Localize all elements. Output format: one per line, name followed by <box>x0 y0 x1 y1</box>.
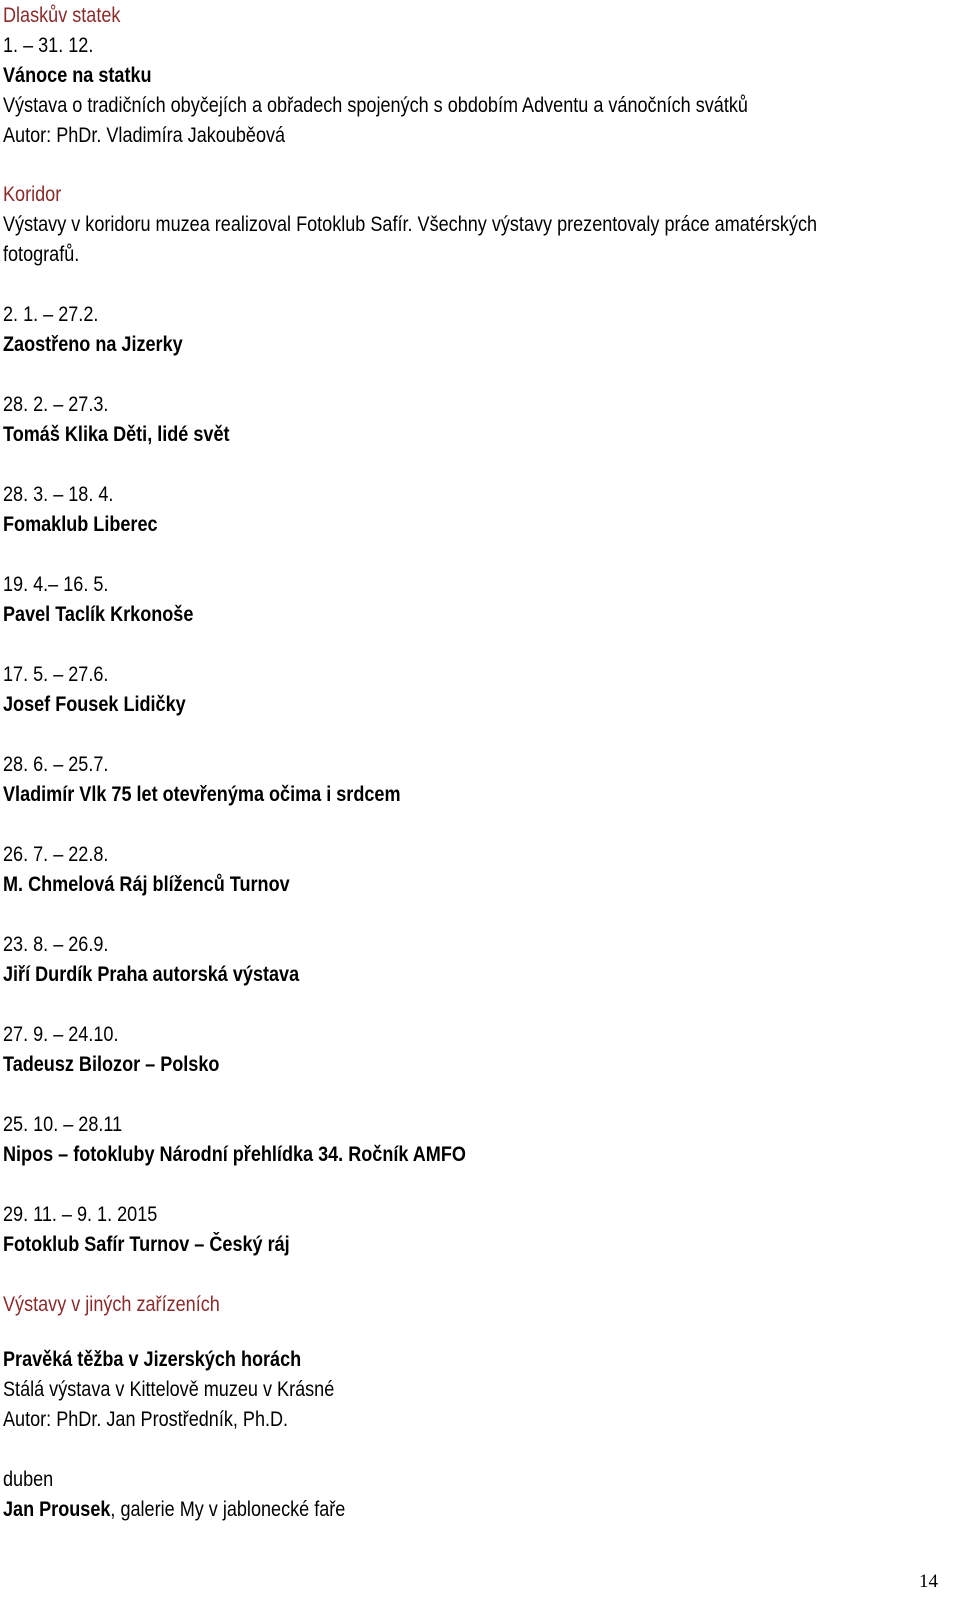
section-heading-other: Výstavy v jiných zařízeních <box>3 1293 220 1316</box>
exhibition-date: 17. 5. – 27.6. <box>3 663 109 686</box>
exhibition-title: Fomaklub Liberec <box>3 513 158 536</box>
exhibition-title: Josef Fousek Lidičky <box>3 693 186 716</box>
exhibition-date: 29. 11. – 9. 1. 2015 <box>3 1203 158 1226</box>
exhibition-date: 27. 9. – 24.10. <box>3 1023 119 1046</box>
exhibition-title: Zaostřeno na Jizerky <box>3 333 183 356</box>
exhibition-title: Jiří Durdík Praha autorská výstava <box>3 963 300 986</box>
page-number: 14 <box>919 1571 938 1592</box>
exhibition-title: Fotoklub Safír Turnov – Český ráj <box>3 1233 290 1256</box>
exhibition-title: Pavel Taclík Krkonoše <box>3 603 194 626</box>
exhibition-date: 25. 10. – 28.11 <box>3 1113 123 1136</box>
person-name: Jan Prousek <box>3 1498 111 1521</box>
section-heading-dlask: Dlaskův statek <box>3 4 121 27</box>
exhibition-title: Nipos – fotokluby Národní přehlídka 34. Ročník AMFO <box>3 1143 466 1166</box>
section-description-cont: fotografů. <box>3 243 80 266</box>
section-heading-koridor: Koridor <box>3 183 62 206</box>
section-description: Výstavy v koridoru muzea realizoval Fotoklub Safír. Všechny výstavy prezentovaly práce amatérských <box>3 213 818 236</box>
exhibition-date: 19. 4.– 16. 5. <box>3 573 109 596</box>
exhibition-date: 2. 1. – 27.2. <box>3 303 99 326</box>
event-description: Výstava o tradičních obyčejích a obřadech spojených s obdobím Adventu a vánočních svátků <box>3 94 748 117</box>
other-exhibition-description: Stálá výstava v Kittelově muzeu v Krásné <box>3 1378 335 1401</box>
exhibition-date: 28. 2. – 27.3. <box>3 393 109 416</box>
exhibition-title: Vladimír Vlk 75 let otevřenýma očima i srdcem <box>3 783 401 806</box>
exhibition-date: 23. 8. – 26.9. <box>3 933 109 956</box>
event-line <box>3 1495 345 1525</box>
exhibition-date: 26. 7. – 22.8. <box>3 843 109 866</box>
exhibition-title: Tomáš Klika Děti, lidé svět <box>3 423 230 446</box>
event-month: duben <box>3 1468 54 1491</box>
exhibition-date: 28. 6. – 25.7. <box>3 753 109 776</box>
exhibition-title: M. Chmelová Ráj blíženců Turnov <box>3 873 290 896</box>
event-author: Autor: PhDr. Vladimíra Jakouběová <box>3 124 286 147</box>
exhibition-date: 28. 3. – 18. 4. <box>3 483 114 506</box>
event-title: Vánoce na statku <box>3 64 152 87</box>
event-date: 1. – 31. 12. <box>3 34 94 57</box>
other-exhibition-title: Pravěká těžba v Jizerských horách <box>3 1348 302 1371</box>
other-exhibition-author: Autor: PhDr. Jan Prostředník, Ph.D. <box>3 1408 289 1431</box>
exhibition-title: Tadeusz Bilozor – Polsko <box>3 1053 220 1076</box>
venue-text: , galerie My v jablonecké faře <box>110 1498 346 1521</box>
